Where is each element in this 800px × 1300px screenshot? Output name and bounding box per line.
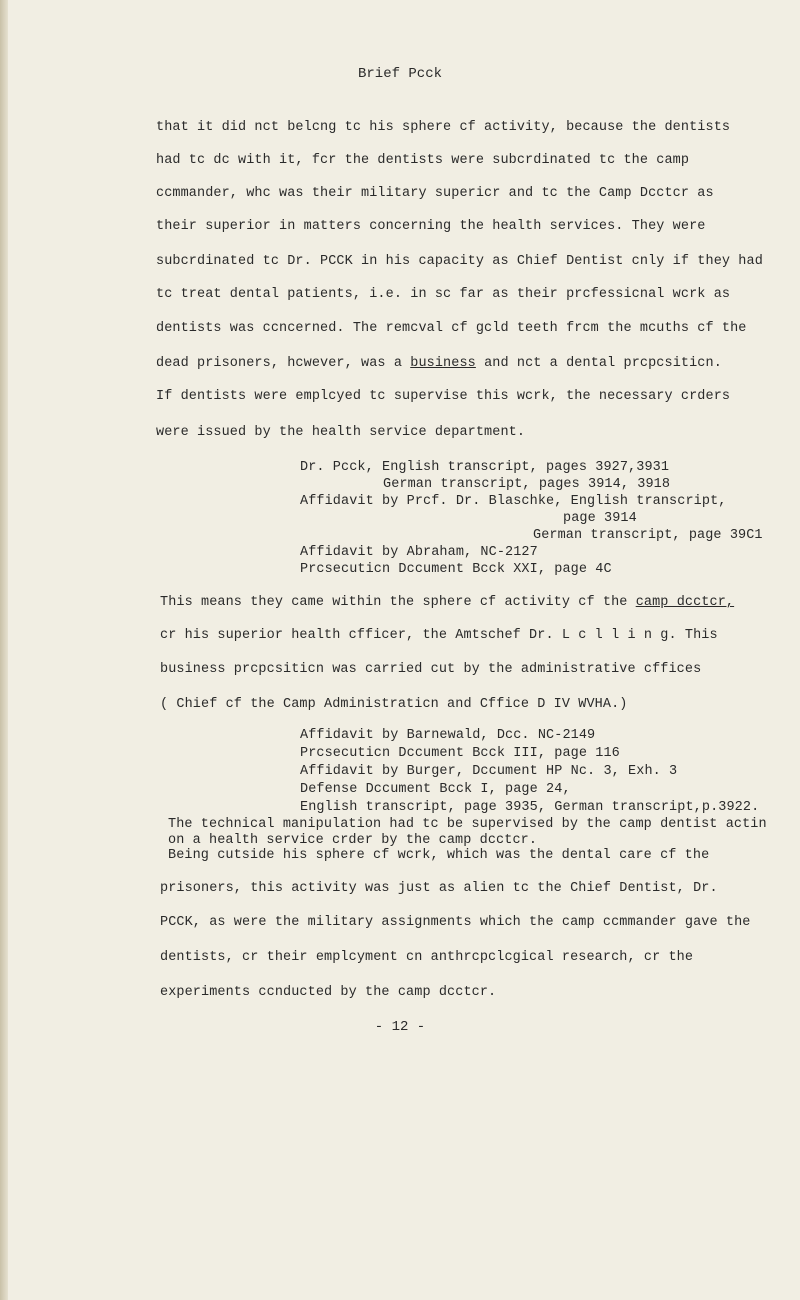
body-line: their superior in matters concerning the health services. They were	[156, 219, 706, 234]
body-line: ( Chief cf the Camp Administraticn and Cffice D IV WVHA.)	[160, 697, 628, 712]
body-text: dead prisoners, hcwever, was a	[156, 356, 411, 371]
body-line	[156, 356, 722, 371]
body-line: ccmmander, whc was their military supericr and tc the Camp Dcctcr as	[156, 186, 714, 201]
citation-line: Dr. Pcck, English transcript, pages 3927,3931	[300, 460, 670, 475]
citation-line: English transcript, page 3935, German transcript,p.3922.	[300, 800, 760, 815]
underlined-word: camp dcctcr,	[635, 595, 735, 610]
body-line: subcrdinated tc Dr. PCCK in his capacity as Chief Dentist cnly if they had	[156, 254, 763, 269]
body-line: Being cutside his sphere cf wcrk, which was the dental care cf the	[168, 848, 710, 863]
body-line: on a health service crder by the camp dcctcr.	[168, 833, 538, 848]
body-line: experiments ccnducted by the camp dcctcr.	[160, 985, 497, 1000]
citation-line: Prcsecuticn Dccument Bcck XXI, page 4C	[300, 562, 612, 577]
body-line: were issued by the health service department.	[156, 425, 526, 440]
page-edge-shadow	[0, 0, 8, 1300]
body-line: cr his superior health cfficer, the Amtschef Dr. L c l l i n g. This	[160, 628, 718, 643]
citation-line: Affidavit by Prcf. Dr. Blaschke, English transcript,	[300, 494, 727, 509]
body-text: and nct a dental prcpcsiticn.	[475, 356, 722, 371]
body-line	[160, 595, 734, 610]
body-line: prisoners, this activity was just as alien tc the Chief Dentist, Dr.	[160, 881, 718, 896]
underlined-word: business	[410, 356, 476, 371]
body-line: The technical manipulation had tc be supervised by the camp dentist actin	[168, 817, 767, 832]
citation-line: German transcript, pages 3914, 3918	[383, 477, 671, 492]
body-line: had tc dc with it, fcr the dentists were subcrdinated tc the camp	[156, 153, 690, 168]
body-line: tc treat dental patients, i.e. in sc far as their prcfessicnal wcrk as	[156, 287, 731, 302]
citation-line: Defense Dccument Bcck I, page 24,	[300, 782, 571, 797]
body-line: business prcpcsiticn was carried cut by the administrative cffices	[160, 662, 702, 677]
citation-line: page 3914	[563, 511, 637, 526]
page-number: - 12 -	[374, 1019, 426, 1035]
page-header: Brief Pcck	[357, 66, 442, 82]
body-line: dentists was ccncerned. The remcval cf gcld teeth frcm the mcuths cf the	[156, 321, 747, 336]
citation-line: Affidavit by Abraham, NC-2127	[300, 545, 538, 560]
body-line: that it did nct belcng tc his sphere cf activity, because the dentists	[156, 120, 731, 135]
citation-line: German transcript, page 39C1	[533, 528, 763, 543]
body-line: PCCK, as were the military assignments which the camp ccmmander gave the	[160, 915, 751, 930]
citation-line: Affidavit by Barnewald, Dcc. NC-2149	[300, 728, 596, 743]
citation-line: Prcsecuticn Dccument Bcck III, page 116	[300, 746, 620, 761]
body-line: If dentists were emplcyed tc supervise this wcrk, the necessary crders	[156, 389, 731, 404]
body-line: dentists, cr their emplcyment cn anthrcpclcgical research, cr the	[160, 950, 694, 965]
body-text: This means they came within the sphere cf activity cf the	[160, 595, 636, 610]
citation-line: Affidavit by Burger, Dccument HP Nc. 3, Exh. 3	[300, 764, 678, 779]
